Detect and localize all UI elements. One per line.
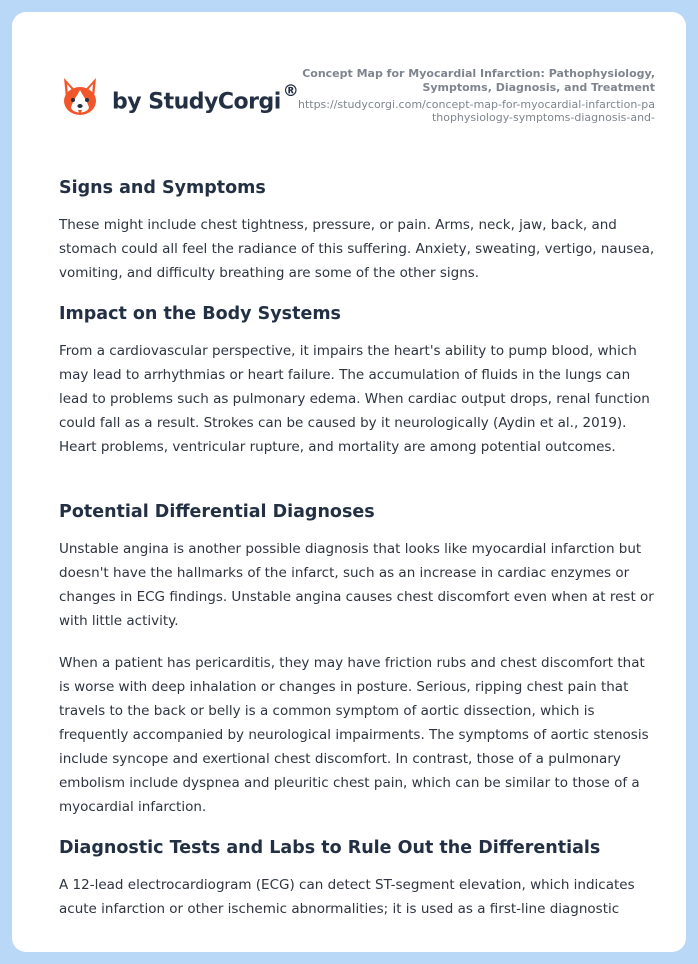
document-meta (295, 67, 655, 124)
section-paragraph: When a patient has pericarditis, they may have friction rubs and chest discomfort that is worse with deep inhalation or changes in posture. Serious, ripping chest pain that travels to the back or belly is a common symptom of aortic dissection, which is frequently accompanied by neurological impairments. The symptoms of aortic stenosis include syncope and exertional chest discomfort. In contrast, those of a pulmonary embolism include dyspnea and pleuritic chest pain, which can be similar to those of a myocardial infarction. (59, 655, 649, 815)
section-paragraph: These might include chest tightness, pressure, or pain. Arms, neck, jaw, back, and stomach could all feel the radiance of this suffering. Anxiety, sweating, vertigo, nausea, vomiting, and difficulty breathing are some of the other signs. (59, 217, 655, 281)
section-paragraph: A 12-lead electrocardiogram (ECG) can detect ST-segment elevation, which indicates acute infarction or other ischemic abnormalities; it is used as a first-line diagnostic (59, 877, 635, 917)
document-title: Concept Map for Myocardial Infarction: Pathophysiology, Symptoms, Diagnosis, and Treatment (302, 67, 655, 94)
section-heading: Potential Differential Diagnoses (59, 502, 375, 522)
corgi-icon (60, 76, 100, 120)
section-heading: Impact on the Body Systems (59, 304, 341, 324)
studycorgi-logo[interactable] (60, 76, 298, 120)
section-heading: Diagnostic Tests and Labs to Rule Out the Differentials (59, 838, 601, 858)
section-paragraph: From a cardiovascular perspective, it impairs the heart's ability to pump blood, which may lead to arrhythmias or heart failure. The accumulation of fluids in the lungs can lead to problems such as pulmonary edema. When cardiac output drops, renal function could fall as a result. Strokes can be caused by it neurologically (Aydin et al., 2019). Heart problems, ventricular rupture, and mortality are among potential outcomes. (59, 343, 650, 455)
section-paragraph: Unstable angina is another possible diagnosis that looks like myocardial infarction but doesn't have the hallmarks of the infarct, such as an increase in cardiac enzymes or changes in ECG findings. Unstable angina causes chest discomfort even when at rest or with little activity. (59, 541, 654, 629)
document-url[interactable]: https://studycorgi.com/concept-map-for-myocardial-infarction-pathophysiology-symptoms-diagnosis-and- (297, 98, 655, 124)
document-page (12, 12, 686, 952)
section-heading: Signs and Symptoms (59, 178, 266, 198)
page-header (12, 12, 686, 162)
brand-name: by StudyCorgi ® (112, 81, 299, 115)
